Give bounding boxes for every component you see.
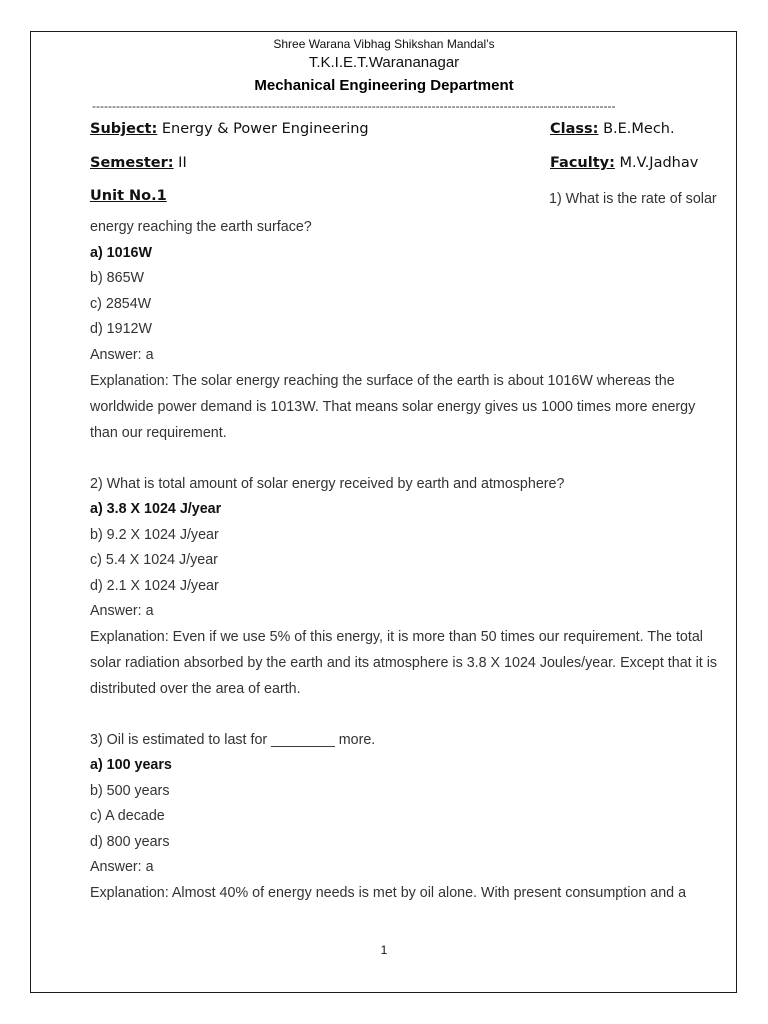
semester-label: Semester: <box>90 155 174 171</box>
question-2-option-a: a) 3.8 X 1024 J/year <box>90 501 222 517</box>
question-2-explanation-line1: Explanation: Even if we use 5% of this energy, it is more than 50 times our requirement. The total <box>90 629 703 645</box>
class-value: B.E.Mech. <box>598 121 675 137</box>
question-2-option-d: d) 2.1 X 1024 J/year <box>90 578 219 594</box>
question-2-text: 2) What is total amount of solar energy received by earth and atmosphere? <box>90 476 565 492</box>
question-2-answer: Answer: a <box>90 603 154 619</box>
department-name: Mechanical Engineering Department <box>254 77 514 94</box>
institute-name: T.K.I.E.T.Warananagar <box>308 54 460 71</box>
question-3-text: 3) Oil is estimated to last for ________ more. <box>90 732 376 748</box>
faculty-field <box>550 155 698 171</box>
subject-value: Energy & Power Engineering <box>157 121 369 137</box>
question-1-option-a: a) 1016W <box>90 245 152 261</box>
question-2-option-c: c) 5.4 X 1024 J/year <box>90 552 218 568</box>
separator-line: ----------------------------------------------------------------------------------------------------------------------------------- <box>92 99 616 113</box>
page-number: 1 <box>380 943 388 957</box>
subject-label: Subject: <box>90 121 158 137</box>
question-3-answer: Answer: a <box>90 859 154 875</box>
faculty-label: Faculty: <box>550 155 615 171</box>
question-3-option-c: c) A decade <box>90 808 165 824</box>
question-3-explanation-line1: Explanation: Almost 40% of energy needs is met by oil alone. With present consumption and a <box>90 885 687 901</box>
question-1-explanation-line2: worldwide power demand is 1013W. That means solar energy gives us 1000 times more energy <box>90 399 696 415</box>
question-3-option-a: a) 100 years <box>90 757 172 773</box>
question-1-text-part1: 1) What is the rate of solar <box>549 191 717 207</box>
question-1-explanation-line3: than our requirement. <box>90 425 227 441</box>
question-1-option-c: c) 2854W <box>90 296 152 312</box>
subject-field <box>90 121 369 137</box>
question-1-text-part2: energy reaching the earth surface? <box>90 219 312 235</box>
unit-heading <box>90 188 167 204</box>
class-label: Class: <box>550 121 599 137</box>
question-3-option-b: b) 500 years <box>90 783 170 799</box>
semester-field <box>90 155 187 171</box>
question-1-explanation-line1: Explanation: The solar energy reaching the surface of the earth is about 1016W whereas the <box>90 373 675 389</box>
class-field <box>550 121 675 137</box>
semester-value: II <box>173 155 187 171</box>
unit-label: Unit No.1 <box>90 188 167 204</box>
question-2-option-b: b) 9.2 X 1024 J/year <box>90 527 219 543</box>
question-2-explanation-line2: solar radiation absorbed by the earth and its atmosphere is 3.8 X 1024 Joules/year. Except that it is <box>90 655 718 671</box>
question-2-explanation-line3: distributed over the area of earth. <box>90 681 301 697</box>
question-1-option-d: d) 1912W <box>90 321 152 337</box>
question-1-answer: Answer: a <box>90 347 154 363</box>
faculty-value: M.V.Jadhav <box>614 155 699 171</box>
question-1-option-b: b) 865W <box>90 270 145 286</box>
organization-name: Shree Warana Vibhag Shikshan Mandal’s <box>273 37 495 51</box>
question-3-option-d: d) 800 years <box>90 834 170 850</box>
